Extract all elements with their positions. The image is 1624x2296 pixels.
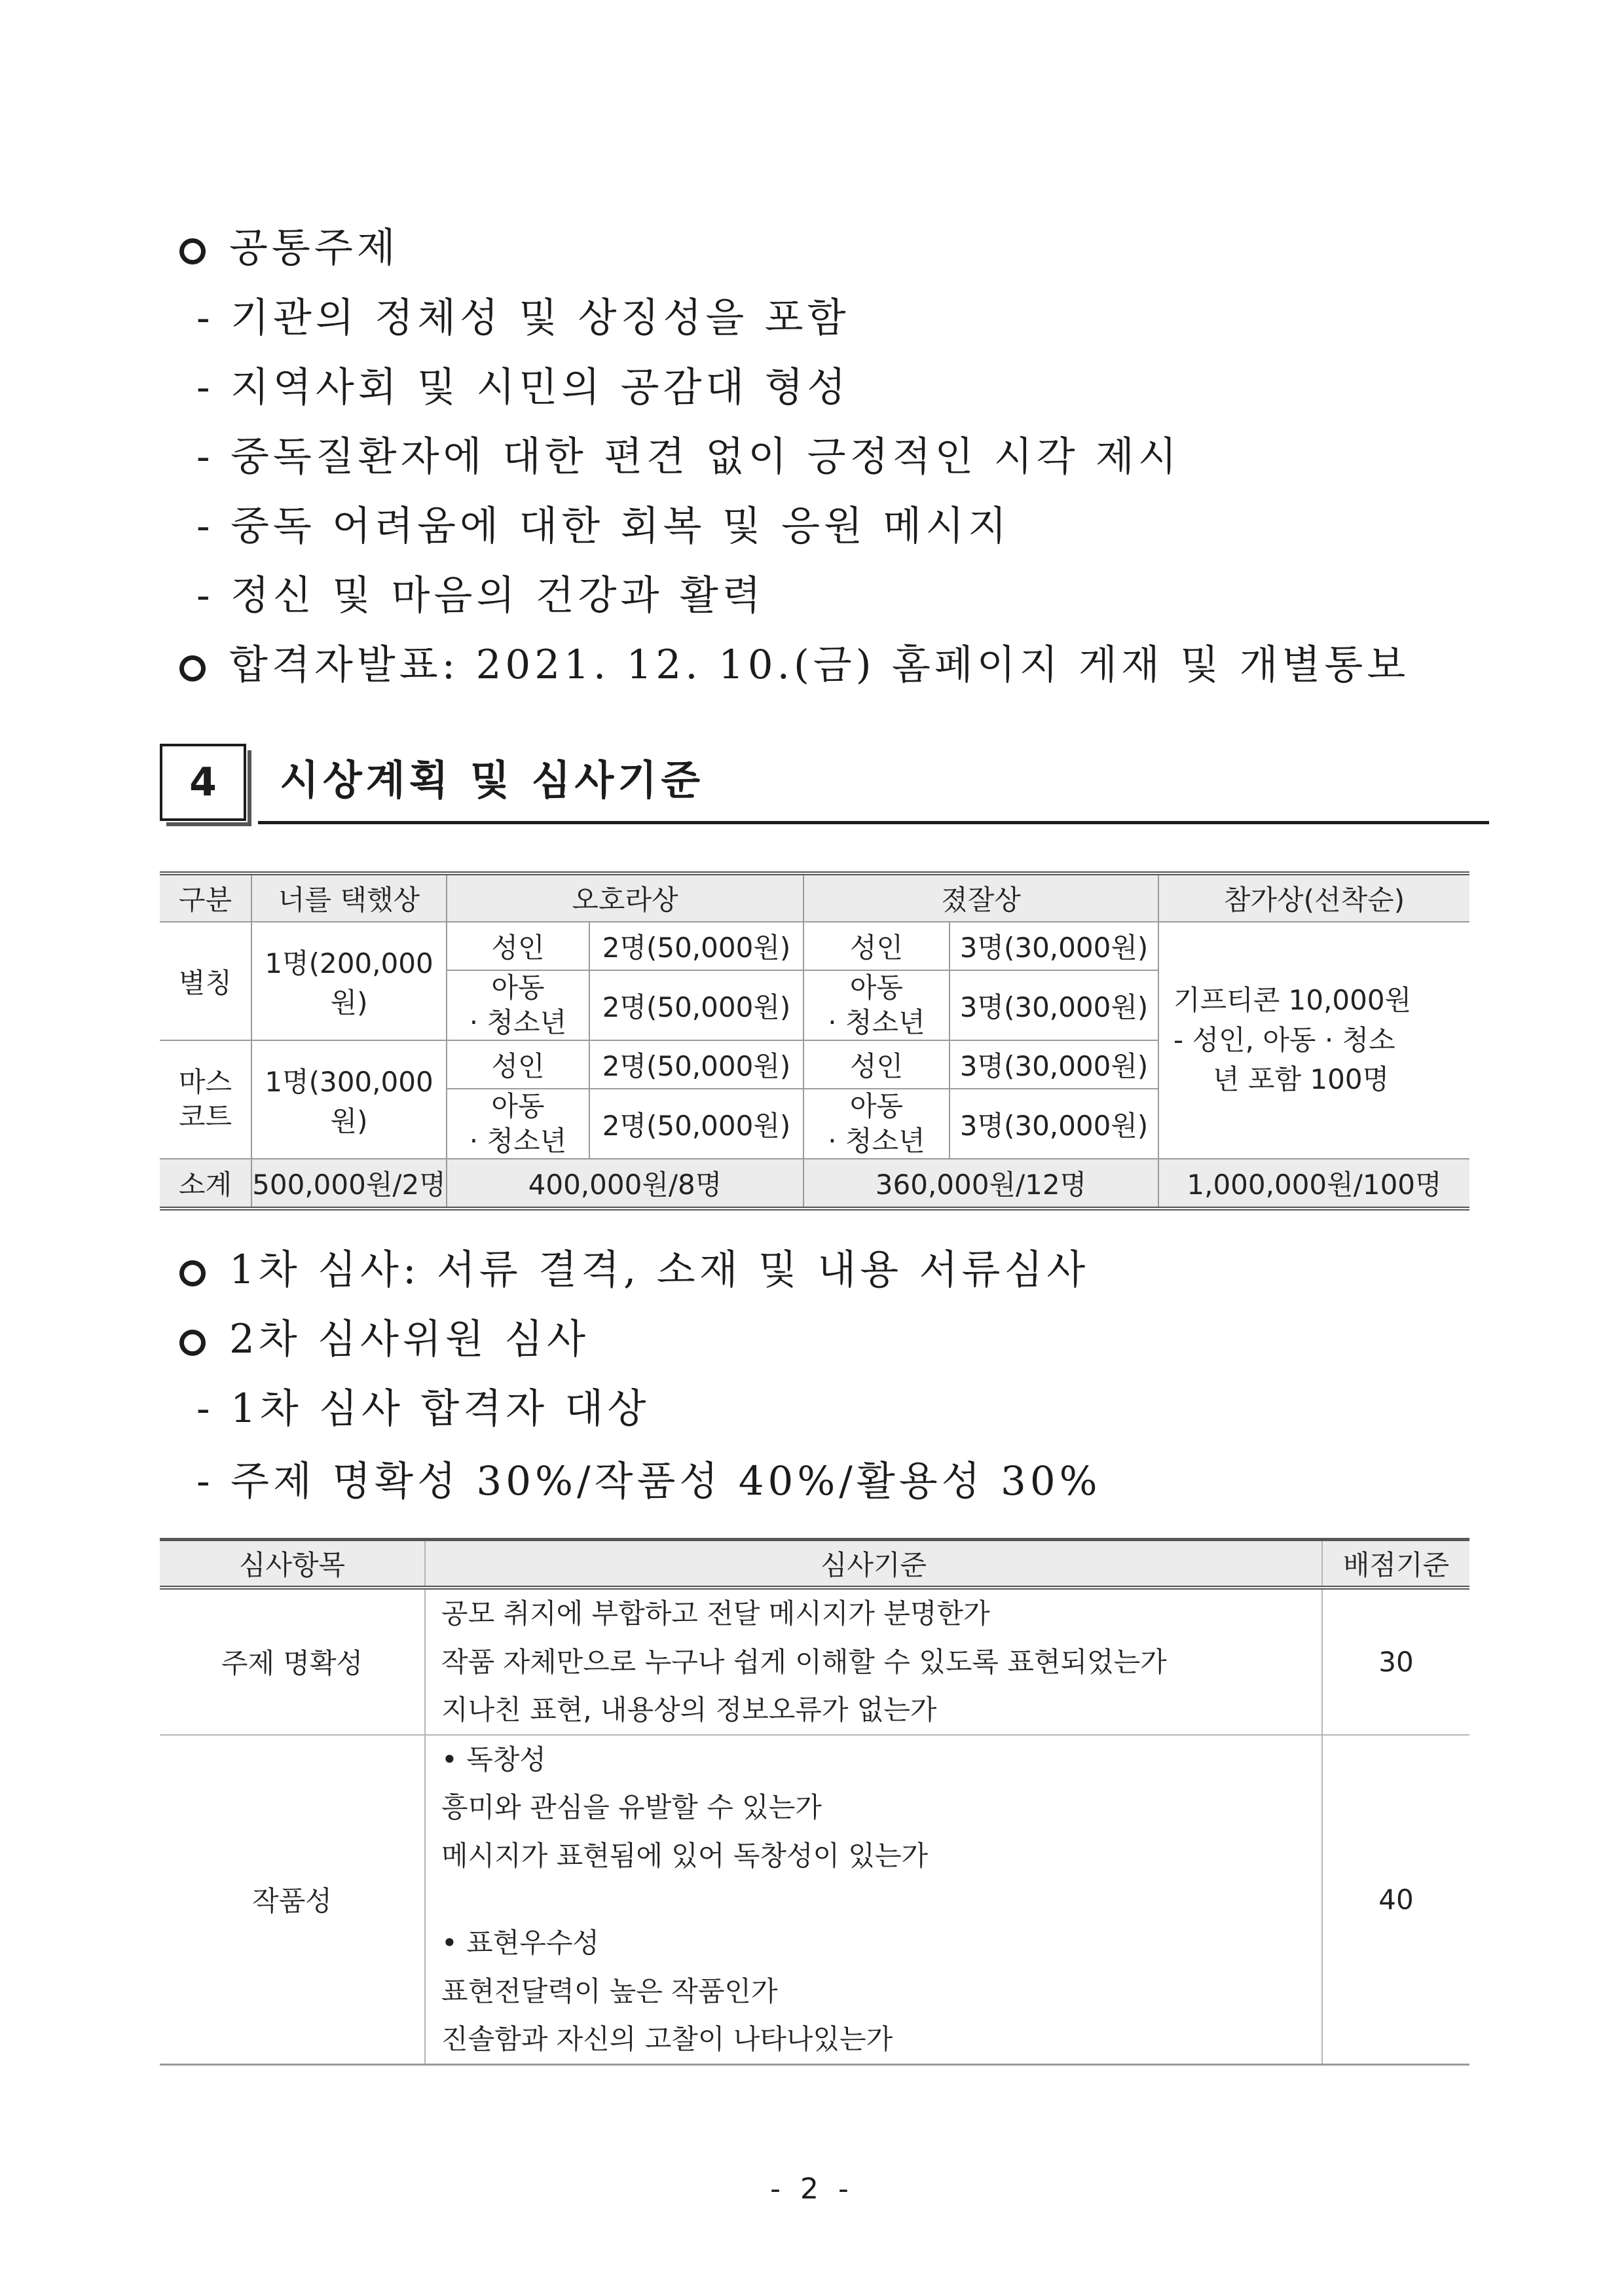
subtotal-ohora: 400,000원/8명 [447, 1159, 803, 1209]
prize-amount: 3명(30,000원) [950, 922, 1158, 970]
prize-header-row [160, 873, 1469, 922]
header-jyeotjal-prize: 졌잘상 [803, 873, 1158, 922]
section-number: 4 [160, 744, 246, 821]
subtotal-jyeotjal: 360,000원/12명 [803, 1159, 1158, 1209]
prize-amount: 2명(50,000원) [589, 1040, 803, 1089]
prize-amount: 3명(30,000원) [950, 970, 1158, 1040]
review-item-clarity: 주제 명확성 [160, 1588, 425, 1735]
group-label: 성인 [447, 1040, 589, 1089]
header-review-item: 심사항목 [160, 1540, 425, 1588]
page-number: - 2 - [770, 2172, 854, 2206]
header-ohora-prize: 오호라상 [447, 873, 803, 922]
group-label: 아동 · 청소년 [447, 1089, 589, 1159]
bullet-first-review: 1차 심사: 서류 결격, 소재 및 내용 서류심사 [179, 1250, 1089, 1290]
participation-note: 기프티콘 10,000원 - 성인, 아동 · 청소 년 포함 100명 [1158, 922, 1469, 1159]
review-item-artistry: 작품성 [160, 1735, 425, 2065]
table-row [160, 1735, 1469, 2065]
bullet-common-theme: 공통주제 [179, 228, 399, 268]
header-score: 배점기준 [1322, 1540, 1469, 1588]
group-label: 성인 [803, 1040, 950, 1089]
prize-amount: 3명(30,000원) [950, 1040, 1158, 1089]
theme-item-3: - 중독질환자에 대한 편견 없이 긍정적인 시각 제시 [196, 433, 1181, 480]
circle-bullet-icon [179, 655, 206, 682]
header-participation-prize: 참가상(선착순) [1158, 873, 1469, 922]
group-label: 아동 · 청소년 [803, 1089, 950, 1159]
header-category: 구분 [160, 873, 251, 922]
review-item-1: - 1차 심사 합격자 대상 [196, 1385, 650, 1432]
row-label-nickname: 별칭 [160, 922, 251, 1040]
bullet-announcement: 합격자발표: 2021. 12. 10.(금) 홈페이지 게재 및 개별통보 [179, 645, 1409, 685]
circle-bullet-icon [179, 238, 206, 264]
review-criteria-table [160, 1538, 1469, 2066]
review-header-row [160, 1540, 1469, 1588]
criteria-artistry: • 독창성 흥미와 관심을 유발할 수 있는가 메시지가 표현됨에 있어 독창성이 있는가 • 표현우수성 표현전달력이 높은 작품인가 진솔함과 자신의 고찰이 나타나있는가 [425, 1735, 1322, 2065]
circle-bullet-icon [179, 1260, 206, 1286]
theme-item-2: - 지역사회 및 시민의 공감대 형성 [196, 364, 850, 410]
header-review-criteria: 심사기준 [425, 1540, 1322, 1588]
header-first-prize: 너를 택했상 [251, 873, 447, 922]
group-label: 아동 · 청소년 [803, 970, 950, 1040]
first-prize-cell: 1명(300,000원) [251, 1040, 447, 1159]
subtotal-participation: 1,000,000원/100명 [1158, 1159, 1469, 1209]
review-item-2: - 주제 명확성 30%/작품성 40%/활용성 30% [196, 1458, 1101, 1504]
prize-amount: 2명(50,000원) [589, 922, 803, 970]
score-artistry: 40 [1322, 1735, 1469, 2065]
subtotal-first: 500,000원/2명 [251, 1159, 447, 1209]
table-row [160, 1588, 1469, 1735]
theme-item-5: - 정신 및 마음의 건강과 활력 [196, 572, 765, 619]
theme-item-1: - 기관의 정체성 및 상징성을 포함 [196, 295, 850, 341]
criteria-clarity: 공모 취지에 부합하고 전달 메시지가 분명한가 작품 자체만으로 누구나 쉽게 이해할 수 있도록 표현되었는가 지나친 표현, 내용상의 정보오류가 없는가 [425, 1588, 1322, 1735]
row-label-mascot: 마스 코트 [160, 1040, 251, 1159]
section-title: 시상계획 및 심사기준 [280, 756, 705, 804]
table-row [160, 922, 1469, 970]
group-label: 성인 [447, 922, 589, 970]
prize-amount: 2명(50,000원) [589, 970, 803, 1040]
circle-bullet-icon [179, 1330, 206, 1356]
first-prize-cell: 1명(200,000원) [251, 922, 447, 1040]
section-header [160, 741, 1469, 826]
group-label: 아동 · 청소년 [447, 970, 589, 1040]
bullet-second-review: 2차 심사위원 심사 [179, 1319, 589, 1359]
prize-amount: 3명(30,000원) [950, 1089, 1158, 1159]
prize-amount: 2명(50,000원) [589, 1089, 803, 1159]
subtotal-row [160, 1159, 1469, 1209]
group-label: 성인 [803, 922, 950, 970]
prize-table [160, 871, 1469, 1211]
section-underline [258, 821, 1489, 824]
score-clarity: 30 [1322, 1588, 1469, 1735]
subtotal-label: 소계 [160, 1159, 251, 1209]
theme-item-4: - 중독 어려움에 대한 회복 및 응원 메시지 [196, 503, 1011, 549]
